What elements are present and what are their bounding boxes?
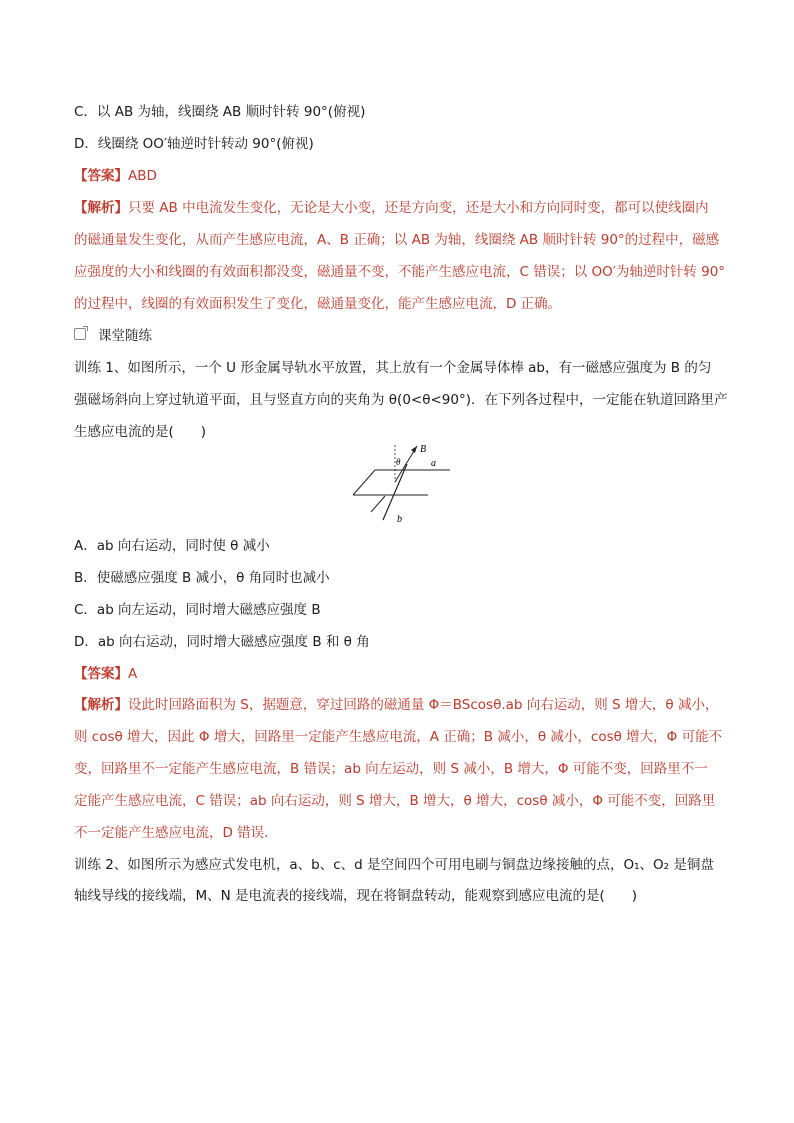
t1-answer	[74, 664, 137, 684]
t1-option-c: C．ab 向左运动，同时增大磁感应强度 B	[74, 602, 321, 618]
arrow-head-icon	[411, 446, 417, 453]
label-b: b	[397, 514, 402, 525]
t1-option-a: A．ab 向右运动，同时使 θ 减小	[74, 538, 270, 554]
label-b-field: B	[420, 444, 427, 455]
rail-figure	[345, 440, 455, 526]
q1-answer	[74, 166, 157, 186]
q1-answer-value: ABD	[128, 168, 157, 184]
t1-analysis-line-5: 不一定能产生感应电流，D 错误．	[74, 825, 278, 841]
t1-analysis-line-3: 变，回路里不一定能产生感应电流，B 错误；ab 向左运动，则 S 减小，B 增大，Φ 可能不变，回路里不一	[74, 761, 708, 777]
rail-left-end	[353, 470, 375, 495]
label-a: a	[431, 458, 436, 469]
q1-option-d: D．线圈绕 OO′轴逆时针转动 90°(俯视)	[74, 136, 314, 152]
edit-icon	[74, 328, 86, 340]
t1-analysis-line-4: 定能产生感应电流，C 错误；ab 向右运动，则 S 增大，B 增大，θ 增大，cosθ 减小，Φ 可能不变，回路里	[74, 793, 716, 809]
t1-answer-value: A	[128, 666, 138, 682]
q1-analysis-label: 【解析】	[74, 200, 128, 216]
q1-analysis-line-3: 应强度的大小和线圈的有效面积都没变，磁通量不变，不能产生感应电流，C 错误；以 OO′为轴逆时针转 90°	[74, 264, 726, 280]
t1-option-d: D．ab 向右运动，同时增大磁感应强度 B 和 θ 角	[74, 634, 370, 650]
t2-stem-line-1: 训练 2、如图所示为感应式发电机，a、b、c、d 是空间四个可用电刷与铜盘边缘接触的点，O₁、O₂ 是铜盘	[74, 857, 714, 873]
label-theta: θ	[396, 457, 401, 467]
t1-option-b: B．使磁感应强度 B 减小，θ 角同时也减小	[74, 570, 330, 586]
q1-analysis-line-2: 的磁通量发生变化，从而产生感应电流，A、B 正确；以 AB 为轴，线圈绕 AB 顺时针转 90°的过程中，磁感	[74, 232, 720, 248]
metal-rod-ab	[383, 464, 407, 520]
t1-stem-line-3: 生感应电流的是( )	[74, 424, 207, 440]
t1-answer-label: 【答案】	[74, 666, 128, 682]
q1-answer-label: 【答案】	[74, 168, 128, 184]
q1-option-c: C．以 AB 为轴，线圈绕 AB 顺时针转 90°(俯视)	[74, 104, 366, 120]
t1-stem-line-2: 强磁场斜向上穿过轨道平面，且与竖直方向的夹角为 θ(0<θ<90°)．在下列各过程中，一定能在轨道回路里产	[74, 392, 728, 408]
q1-analysis-line-4: 的过程中，线圈的有效面积发生了变化，磁通量变化，能产生感应电流，D 正确。	[74, 296, 562, 312]
q1-analysis-text: 只要 AB 中电流发生变化，无论是大小变，还是方向变，还是大小和方向同时变，都可以使线圈内	[128, 200, 709, 216]
t1-analysis-line-1	[74, 695, 718, 715]
q1-analysis-line-1	[74, 198, 709, 218]
t1-analysis-text: 设此时回路面积为 S，据题意，穿过回路的磁通量 Φ＝BScosθ.ab 向右运动，则 S 增大，θ 减小，	[128, 697, 719, 713]
t2-stem-line-2: 轴线导线的接线端，M、N 是电流表的接线端，现在将铜盘转动，能观察到感应电流的是( )	[74, 888, 638, 904]
t1-analysis-label: 【解析】	[74, 697, 128, 713]
t1-analysis-line-2: 则 cosθ 增大，因此 Φ 增大，回路里一定能产生感应电流，A 正确；B 减小，θ 减小，cosθ 增大，Φ 可能不	[74, 729, 723, 745]
rail-lead	[371, 496, 385, 512]
t1-stem-line-1: 训练 1、如图所示，一个 U 形金属导轨水平放置，其上放有一个金属导体棒 ab，有一磁感应强度为 B 的匀	[74, 360, 712, 376]
section-heading	[74, 324, 152, 344]
section-title: 课堂随练	[98, 328, 152, 344]
